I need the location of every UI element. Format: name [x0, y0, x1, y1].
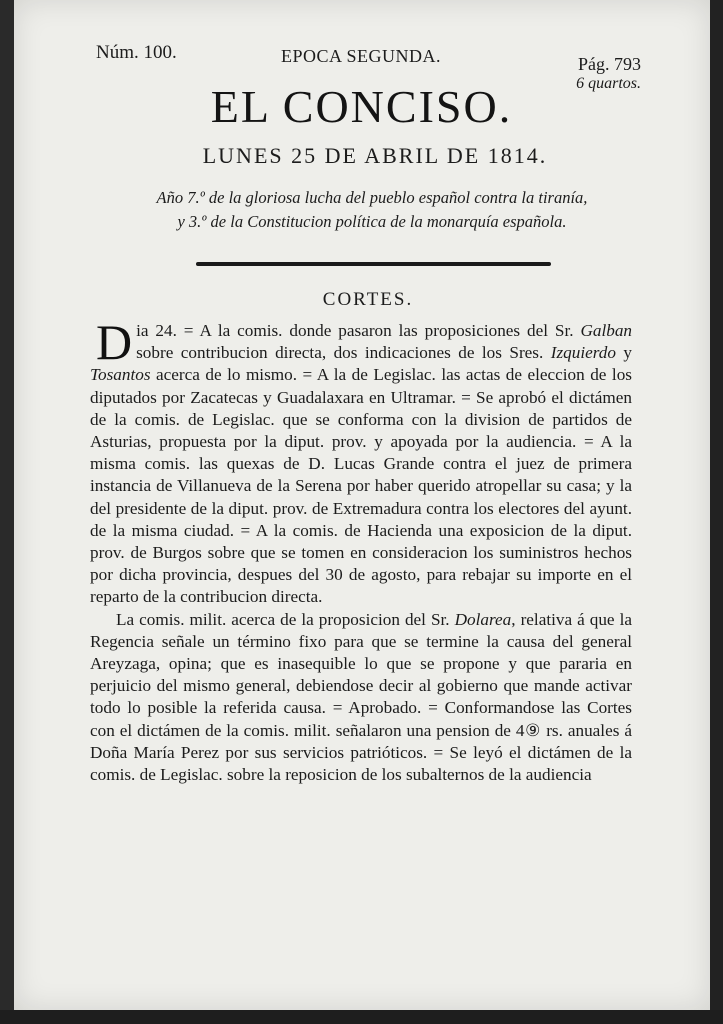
paragraph-2-text-b: , relativa á que la Regencia señale un término fixo para que se termine la causa del general Areyzaga, opina; que es inasequible lo que se propone y que pararia en perjuicio del mismo general, debiendose decir al gobierno que mande activar todo lo posible la referida causa. = Aprobado. = Conformandose las Cortes con el dictámen de la comis. milit. señalaron una pension de 4⑨ rs. anuales á Doña María Perez por sus servicios patrióticos. = Se leyó el dictámen de la comis. de Legislac. sobre la reposicion de los subalternos de la audiencia	[90, 609, 632, 785]
subtitle	[102, 186, 642, 234]
subtitle-line-2: y 3.º de la Constitucion política de la monarquía española.	[177, 212, 567, 231]
issue-date: LUNES 25 DE ABRIL DE 1814.	[202, 143, 548, 168]
name-izquierdo: Izquierdo	[550, 343, 616, 363]
name-tosantos: Tosantos	[90, 365, 151, 385]
paragraph-1-text-d: acerca de lo mismo. = A la de Legislac. las actas de eleccion de los diputados por Zacatecas y Guadalaxara en Ultramar. = Se aprobó el dictámen de la comis. de Legislac. que se conforma con la division de partidos de Asturias, propuesta por la diput. prov. y apoyada por la audiencia. = A la misma comis. las quexas de D. Lucas Grande contra el juez de primera instancia de Villanueva de la Serena por haber querido atropellar su casa; y la del presidente de la diput. prov. de Extremadura contra los electores del ayunt. de la misma ciudad. = A la comis. de Hacienda una exposicion de la diput. prov. de Burgos sobre que se tomen en consideracion los suministros hechos por dicha provincia, despues del 30 de agosto, para rebajar su importe en el reparto de la contribucion directa.	[90, 365, 632, 607]
price: 6 quartos.	[576, 75, 641, 92]
paragraph-1-text-a: ia 24. = A la comis. donde pasaron las proposiciones del Sr.	[136, 321, 581, 340]
page-number: Pág. 793	[578, 54, 641, 74]
epoch-label: EPOCA SEGUNDA.	[281, 46, 442, 66]
paragraph-2	[90, 609, 632, 787]
issue-number: Núm. 100.	[96, 42, 177, 63]
article-body	[90, 314, 632, 786]
name-dolarea: Dolarea	[454, 609, 512, 629]
paragraph-1	[90, 314, 632, 609]
paragraph-1-text-c: y	[615, 343, 632, 363]
section-title: CORTES.	[322, 289, 414, 310]
drop-cap: D	[96, 314, 133, 370]
paragraph-1-text-b: sobre contribucion directa, dos indicaciones de los Sres.	[136, 343, 551, 363]
page-edge-bottom	[0, 1010, 723, 1024]
newspaper-title: EL CONCISO.	[210, 81, 513, 132]
separator-rule	[196, 262, 551, 266]
paragraph-2-text-a: La comis. milit. acerca de la proposicion del Sr.	[116, 609, 455, 629]
subtitle-line-1: Año 7.º de la gloriosa lucha del pueblo español contra la tiranía,	[156, 188, 588, 207]
masthead-top-line	[96, 40, 641, 92]
name-galban: Galban	[580, 321, 632, 340]
